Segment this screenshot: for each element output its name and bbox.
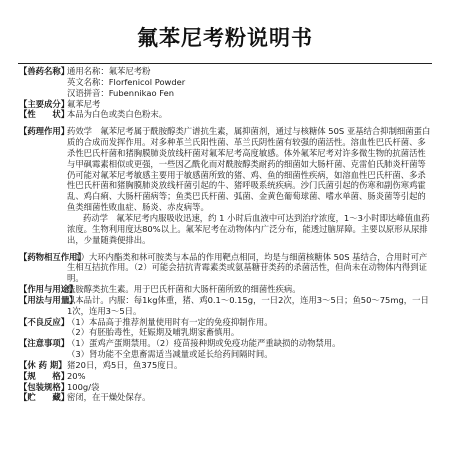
section-label: 【规 格】 bbox=[19, 370, 70, 381]
section-body bbox=[67, 371, 434, 382]
section bbox=[19, 338, 434, 360]
section-label: 【主要成分】 bbox=[19, 98, 70, 109]
section bbox=[19, 252, 434, 285]
section bbox=[19, 392, 434, 403]
section-body bbox=[67, 109, 434, 120]
section-body bbox=[67, 284, 434, 295]
section-body bbox=[67, 338, 434, 360]
section-body bbox=[67, 360, 434, 371]
section bbox=[19, 126, 434, 245]
section-label: 【贮 藏】 bbox=[19, 392, 70, 403]
section-label: 【药物相互作用】 bbox=[19, 251, 86, 262]
section bbox=[19, 371, 434, 382]
section-paragraph: （1）本品高于推荐剂量使用时有一定的免疫抑制作用。 bbox=[67, 316, 273, 327]
section bbox=[19, 382, 434, 393]
section-body bbox=[67, 317, 434, 339]
section-label: 【药理作用】 bbox=[19, 126, 70, 137]
section-body bbox=[67, 295, 434, 317]
section-body bbox=[67, 126, 434, 245]
document-title: 氟苯尼考粉说明书 bbox=[137, 26, 313, 50]
section bbox=[19, 99, 434, 110]
section-paragraph: 以本品计。内服：每1kg体重，猪、鸡0.1～0.15g，一日2次，连用3～5日；鱼50～75mg，一日1次，连用3～5日。 bbox=[67, 294, 429, 316]
section-paragraph: 酰胺醇类抗生素。用于巴氏杆菌和大肠杆菌所致的细菌性疾病。 bbox=[67, 284, 301, 295]
section-paragraph: 氟苯尼考 bbox=[67, 98, 101, 109]
name-field bbox=[67, 88, 434, 99]
name-field-key: 英文名称： bbox=[67, 76, 109, 87]
section-label: 【休 药 期】 bbox=[19, 359, 67, 370]
section-paragraph: 药动学 氟苯尼考内服吸收迅速，约 1 小时后血液中可达到治疗浓度，1～3小时即达峰值血药浓度。生物利用度达80%以上。氟苯尼考在动物体内广泛分布，能透过脑屏障。主要以原形从尿排出，少量随粪便排出。 bbox=[67, 212, 430, 245]
section-paragraph: （1）蛋鸡产蛋期禁用。（2）疫苗接种期或免疫功能严重缺损的动物禁用。 bbox=[67, 338, 341, 349]
section-body bbox=[67, 382, 434, 393]
section-body bbox=[67, 99, 434, 110]
section-body bbox=[67, 66, 434, 99]
section-paragraph: 本品为白色或类白色粉末。 bbox=[67, 109, 168, 120]
name-field-value: 氟苯尼考粉 bbox=[108, 66, 151, 76]
section-paragraph: 密闭，在干燥处保存。 bbox=[67, 392, 151, 403]
section-paragraph: 20% bbox=[67, 370, 86, 381]
section-paragraph: 猪20日，鸡5日，鱼375度日。 bbox=[67, 359, 183, 370]
section bbox=[19, 109, 434, 120]
section-label: 【兽药名称】 bbox=[19, 66, 70, 76]
section-paragraph: （3）肾功能不全患畜需适当减量或延长给药间隔时间。 bbox=[67, 349, 273, 360]
section bbox=[19, 317, 434, 339]
section-paragraph: 药效学 氟苯尼考属于酰胺醇类广谱抗生素，属抑菌剂，通过与核糖体 50S 亚基结合抑制细菌蛋白质的合成而发挥作用。对多种革兰氏阳性菌、革兰氏阴性菌有较强的菌活性。溶血性巴氏杆菌、多杀性巴氏杆菌和猪胸膜肺炎放线杆菌对氟苯尼考高度敏感。体外氟苯尼考对许多微生物的抗菌活性与甲砜霉素相似或更强，一些因乙酰化而对酰胺醇类耐药的细菌如大肠杆菌、克雷伯氏肺炎杆菌等仍可能对氟苯尼考敏感主要用于敏感菌所致的猪、鸡、鱼的细菌性疾病，如溶血性巴氏杆菌、多杀性巴氏杆菌和猪胸膜肺炎放线杆菌引起的牛、猪呼吸系统疾病。沙门氏菌引起的伤寒和副伤寒鸡霍乱、鸡白痢、大肠杆菌病等；鱼类巴氏杆菌、弧菌、金黄色葡萄球菌、嗜水单菌、肠炎菌等引起的鱼类细菌性败血症、肠炎、赤皮病等。 bbox=[67, 126, 431, 213]
section-body bbox=[67, 392, 434, 403]
section-paragraph: （1）大环内酯类和林可胺类与本品的作用靶点相同，均是与细菌核糖体 50S 基结合，合用时可产生相互拮抗作用。（2）可能会拮抗青霉素类或氨基糖苷类药的杀菌活性，但尚未在动物体内得到证明。 bbox=[67, 251, 428, 284]
section bbox=[19, 360, 434, 371]
title-divider bbox=[18, 63, 432, 64]
name-field-value: Florfenicol Powder bbox=[108, 76, 186, 87]
section bbox=[19, 66, 434, 99]
section-label: 【包装规格】 bbox=[19, 381, 70, 392]
section-label: 【性 状】 bbox=[19, 109, 70, 120]
section bbox=[19, 284, 434, 295]
section bbox=[19, 295, 434, 317]
section-paragraph: （2）有胚胎毒性，妊娠期及哺乳期家畜慎用。 bbox=[67, 327, 240, 338]
name-field bbox=[67, 66, 434, 77]
section-label: 【用法与用量】 bbox=[19, 294, 78, 305]
section-label: 【作用与用途】 bbox=[19, 284, 78, 295]
section-paragraph: 100g/袋 bbox=[67, 381, 100, 392]
section-label: 【注意事项】 bbox=[19, 338, 70, 349]
name-field-key: 通用名称： bbox=[67, 66, 109, 76]
section-body bbox=[67, 252, 434, 285]
name-field-key: 汉语拼音： bbox=[67, 87, 109, 98]
section-label: 【不良反应】 bbox=[19, 316, 70, 327]
document-body bbox=[19, 66, 434, 403]
name-field bbox=[67, 77, 434, 88]
name-field-value: Fubennikao Fen bbox=[108, 87, 174, 98]
